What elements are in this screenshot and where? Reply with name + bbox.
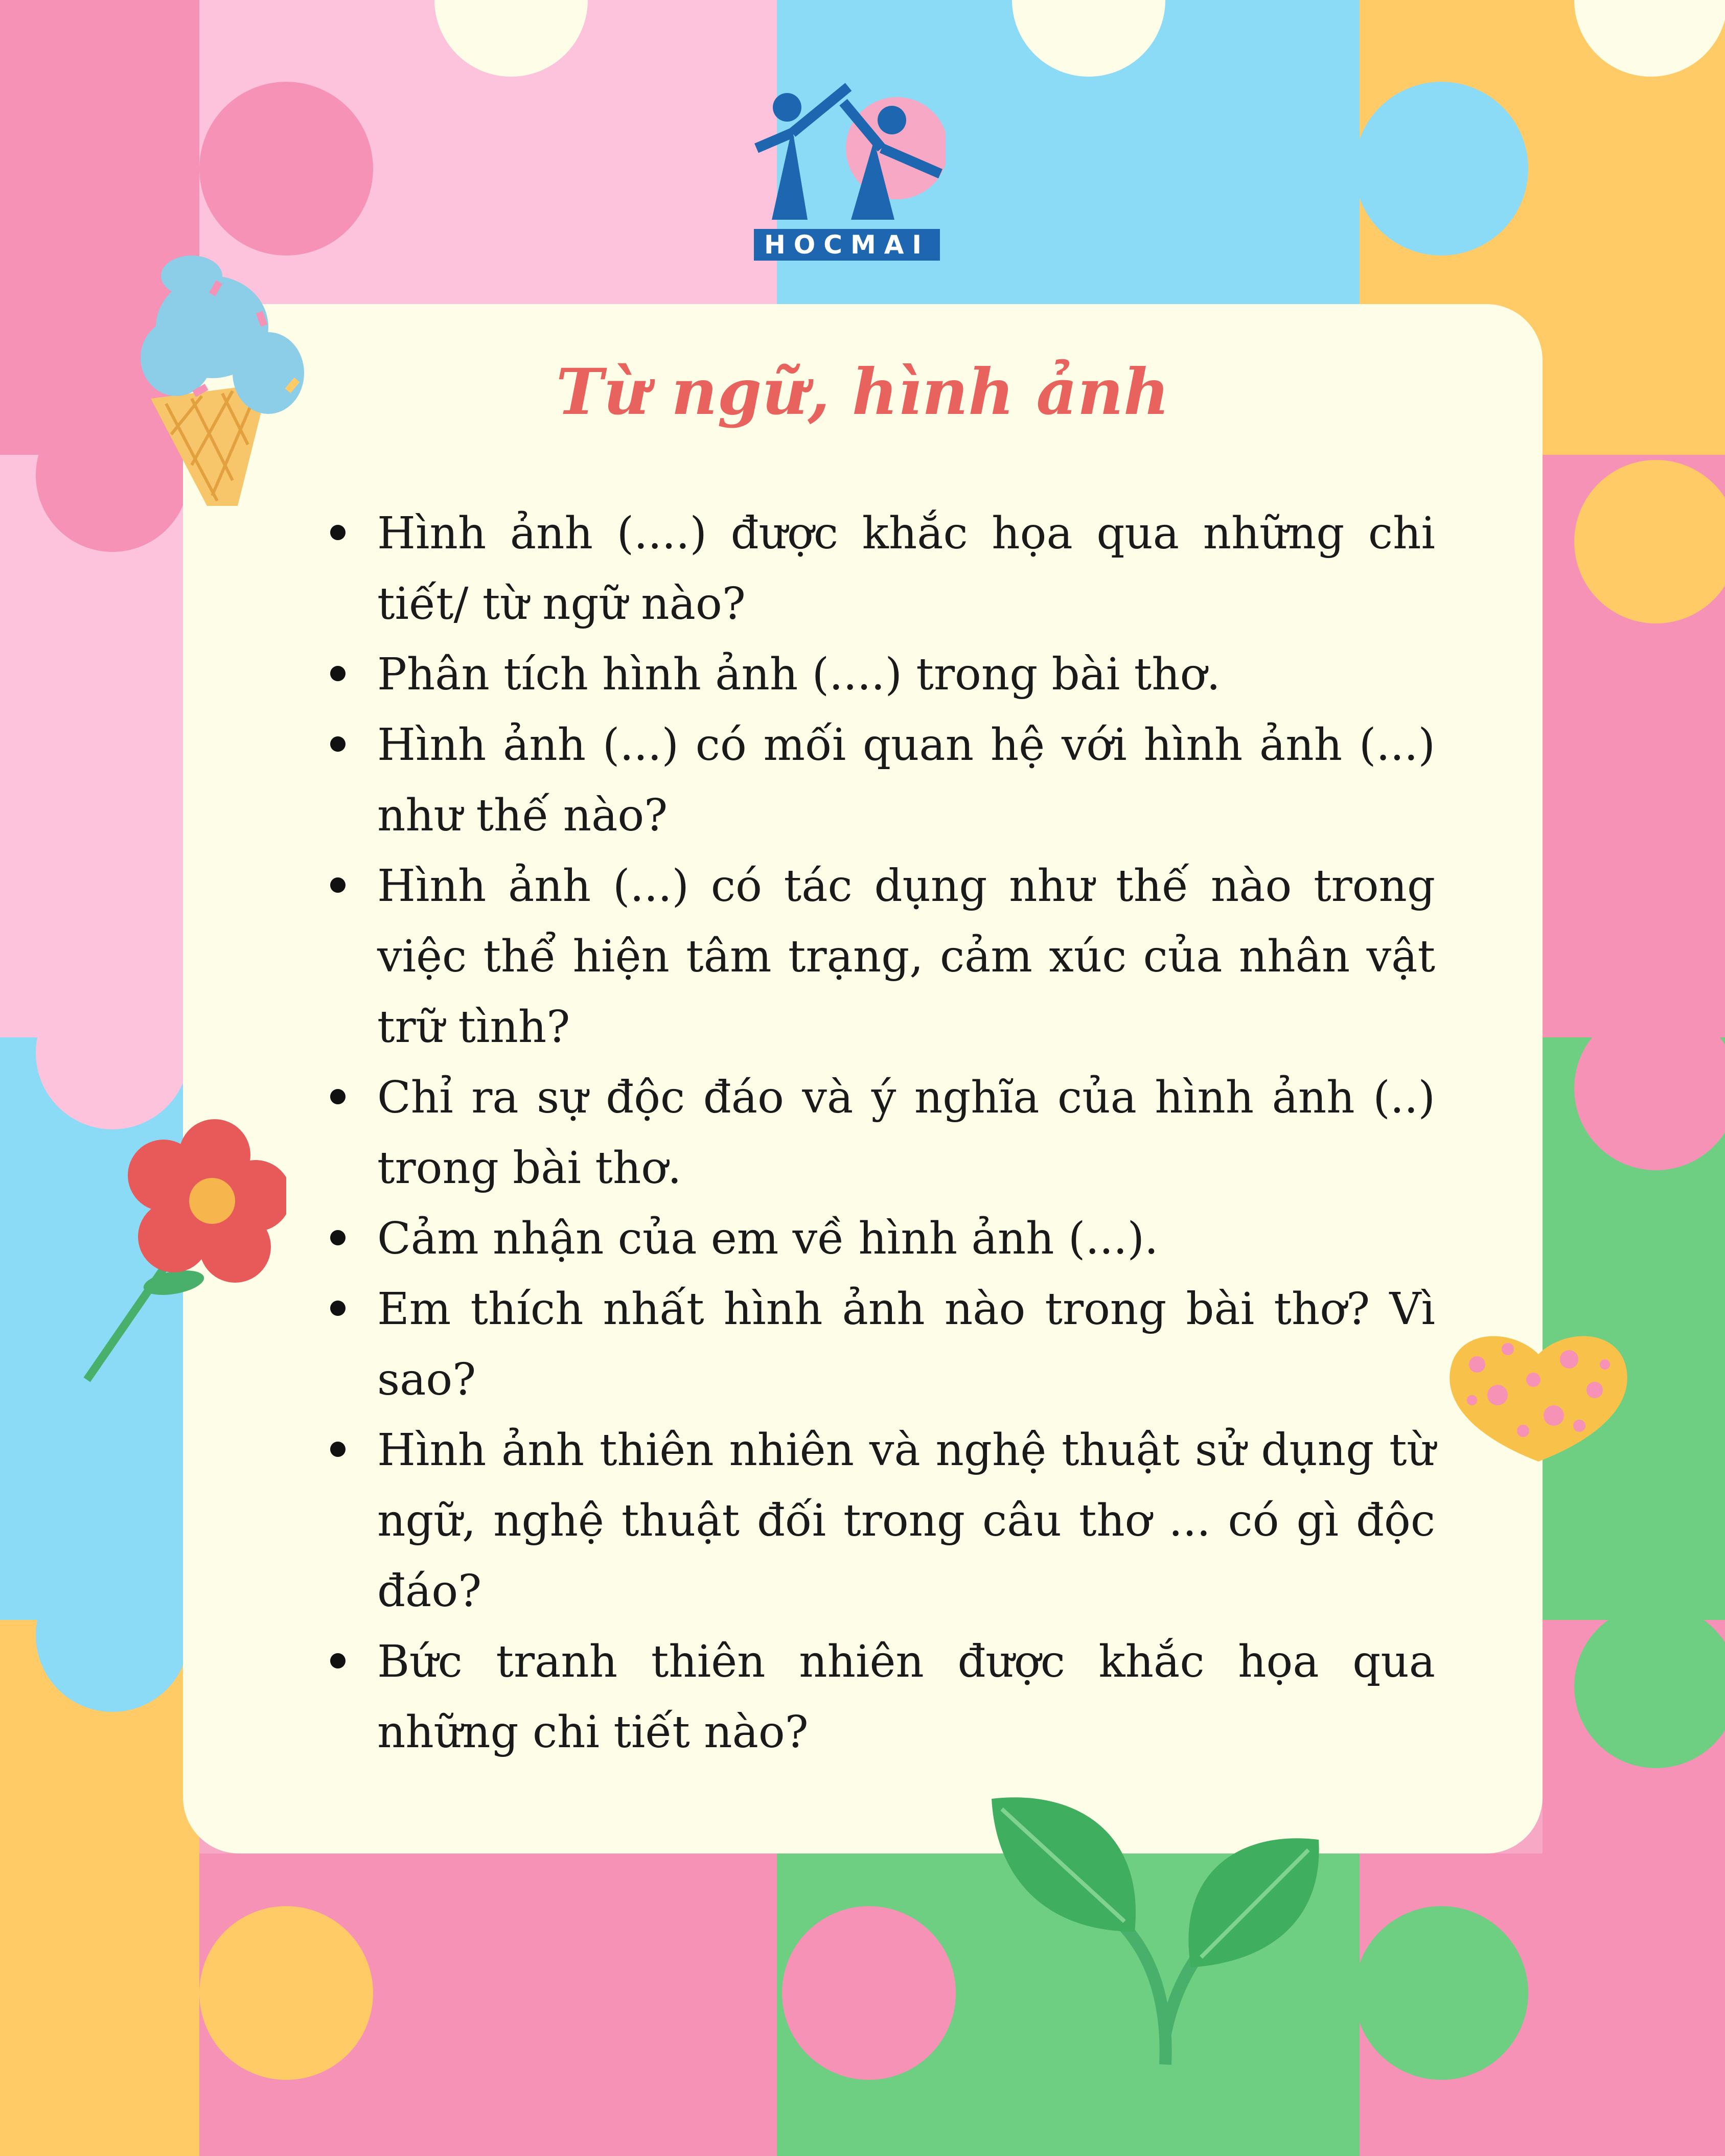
ice-cream-icon — [135, 250, 314, 516]
bullet-icon — [330, 736, 346, 752]
logo-text: HOCMAI — [754, 229, 940, 261]
question-list — [377, 498, 1435, 1768]
bullet-icon — [330, 877, 346, 893]
content-card — [183, 304, 1543, 1853]
list-item: Chỉ ra sự độc đáo và ý nghĩa của hình ảnh (..) trong bài thơ. — [377, 1062, 1435, 1203]
list-item: Hình ảnh (...) có mối quan hệ với hình ảnh (...) như thế nào? — [377, 710, 1435, 851]
list-item: Hình ảnh (...) có tác dụng như thế nào trong việc thể hiện tâm trạng, cảm xúc của nhân vật trữ tình? — [377, 851, 1435, 1062]
list-item: Hình ảnh thiên nhiên và nghệ thuật sử dụng từ ngữ, nghệ thuật đối trong câu thơ ... có gì độc đáo? — [377, 1415, 1435, 1627]
sprout-icon — [986, 1789, 1324, 2070]
bullet-icon — [330, 1442, 346, 1457]
flower-icon — [82, 1119, 286, 1385]
card-title: Từ ngữ, hình ảnh — [556, 355, 1170, 429]
bullet-icon — [330, 1089, 346, 1104]
bullet-icon — [330, 525, 346, 540]
list-item: Bức tranh thiên nhiên được khắc họa qua những chi tiết nào? — [377, 1627, 1435, 1768]
bullet-icon — [330, 1230, 346, 1245]
heart-leopard-icon — [1441, 1313, 1636, 1467]
bullet-icon — [330, 666, 346, 681]
list-item: Cảm nhận của em về hình ảnh (...). — [377, 1203, 1435, 1274]
bullet-icon — [330, 1653, 346, 1668]
list-item: Hình ảnh (....) được khắc họa qua những chi tiết/ từ ngữ nào? — [377, 498, 1435, 639]
list-item: Em thích nhất hình ảnh nào trong bài thơ? Vì sao? — [377, 1274, 1435, 1415]
list-item: Phân tích hình ảnh (....) trong bài thơ. — [377, 639, 1435, 710]
bullet-icon — [330, 1301, 346, 1316]
